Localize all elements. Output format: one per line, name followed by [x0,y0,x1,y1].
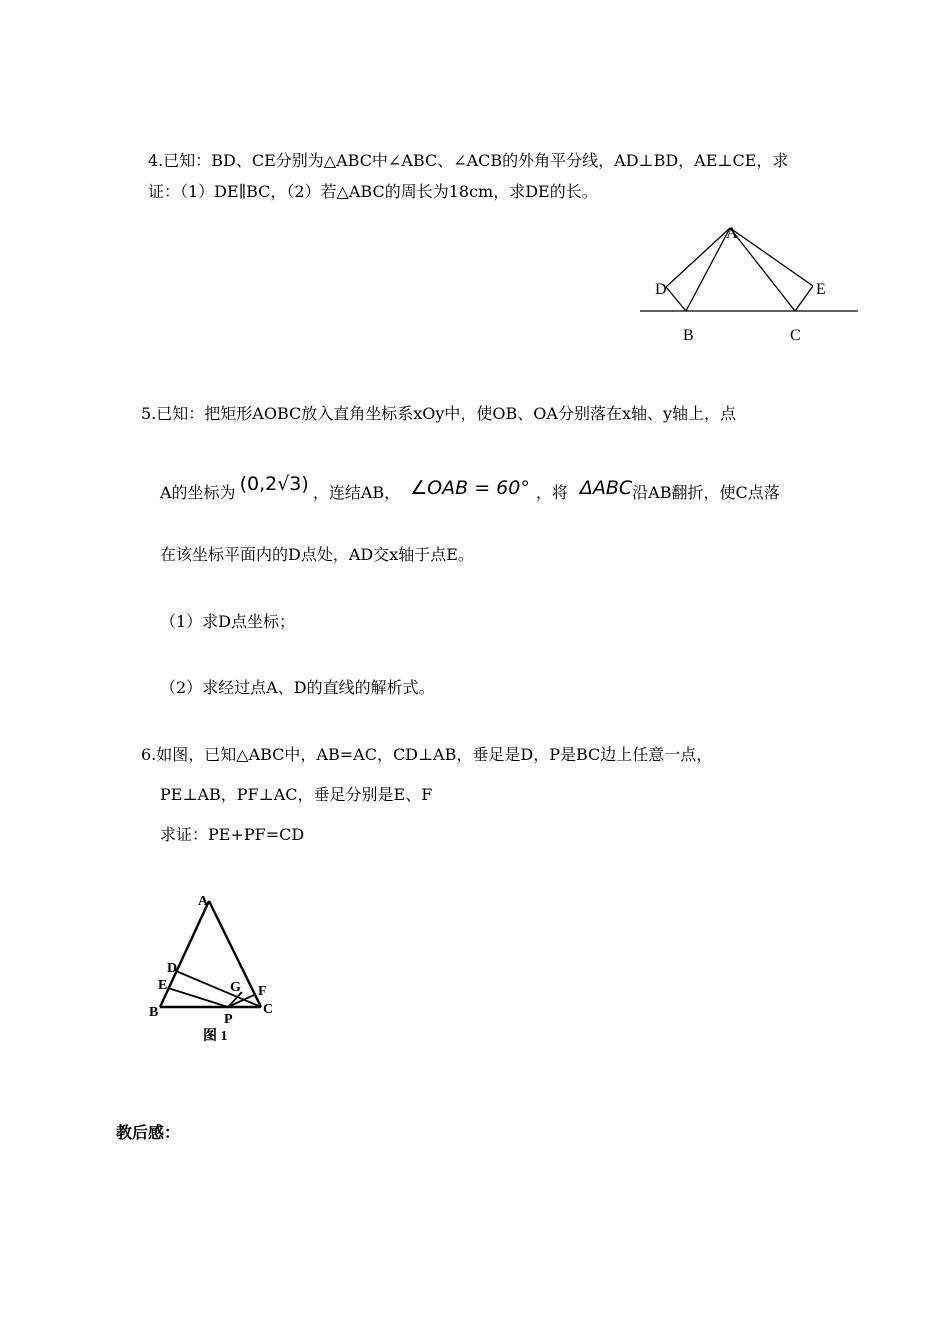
coordinate-formula: (0,2√3) [239,473,309,495]
label-b: B [149,1005,159,1020]
segment-db [666,287,686,311]
label-c: C [790,327,801,344]
problem6-figure [140,885,290,1050]
segment-ac [730,228,795,311]
problem5-line2 [160,473,780,504]
problem6-line3: 求证：PE+PF=CD [160,825,305,844]
problem5-line3: 在该坐标平面内的D点处，AD交x轴于点E。 [160,545,474,564]
problem5-text-d: 沿AB翻折，使C点落 [632,483,780,502]
angle-formula: ∠OAB = 60° [410,477,530,499]
label-b: B [683,327,694,344]
label-d: D [167,961,178,976]
label-p: P [224,1012,233,1027]
problem4-figure [630,220,870,350]
problem5-text-b: ，连结AB， [312,483,401,502]
reflection-label: 教后感： [116,1123,181,1142]
problem5-question2: （2）求经过点A、D的直线的解析式。 [160,678,435,697]
problem6-line1: 6.如图，已知△ABC中，AB=AC，CD⊥AB，垂足是D，P是BC边上任意一点， [141,745,713,764]
segment-pf [228,994,256,1007]
problem5-line1: 5.已知：把矩形AOBC放入直角坐标系xOy中，使OB、OA分别落在x轴、y轴上，点 [141,404,737,423]
segment-ad [666,228,730,287]
problem4-line2: 证：（1）DE∥BC，（2）若△ABC的周长为18cm，求DE的长。 [148,182,598,201]
label-d: D [655,281,667,298]
problem4-line1: 4.已知：BD、CE分别为△ABC中∠ABC、∠ACB的外角平分线，AD⊥BD，AE⊥CE，求 [148,151,789,170]
segment-ae [730,228,813,286]
label-g: G [230,980,241,995]
triangle-formula: ΔABC [579,477,633,499]
problem5-text-c: ，将 [535,483,568,502]
label-e: E [158,978,168,993]
segment-cd [176,971,261,1007]
label-c: C [263,1002,274,1017]
figure-caption: 图 1 [203,1029,228,1044]
problem6-line2: PE⊥AB，PF⊥AC，垂足分别是E、F [160,785,433,804]
segment-ab [686,228,730,311]
segment-ec [795,286,813,311]
segment-pe [168,988,228,1007]
label-a: A [726,225,738,242]
label-e: E [816,281,826,298]
problem5-text-a: A的坐标为 [160,483,236,502]
side-ab [160,901,209,1007]
label-a: A [198,894,209,909]
problem5-question1: （1）求D点坐标； [160,612,296,631]
label-f: F [258,984,267,999]
